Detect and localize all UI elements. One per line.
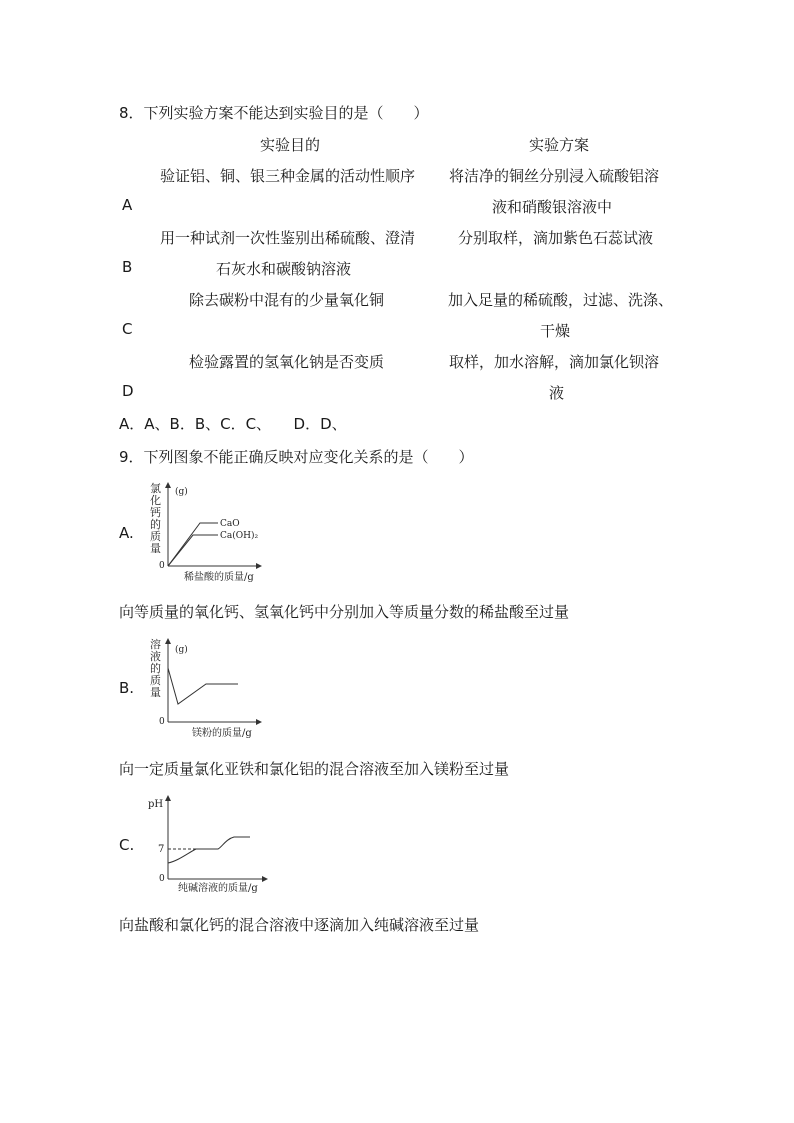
graph-b-svg — [148, 636, 268, 741]
graph-c — [148, 793, 278, 898]
q8-row-d-plan-2: 液 — [549, 384, 565, 402]
graph-a-ylabel-3: 钙 — [150, 506, 161, 519]
graph-a-ylabel-5: 质 — [150, 530, 161, 543]
graph-c-x-arrow — [262, 876, 268, 882]
graph-b-yunit: (g) — [175, 645, 188, 655]
graph-a-ylabel — [150, 481, 161, 555]
q8-row-b-plan-1: 分别取样，滴加紫色石蕊试液 — [458, 229, 654, 247]
graph-c-tick-7: 7 — [158, 844, 165, 855]
graph-a-ylabel-1: 氯 — [150, 482, 161, 495]
q8-row-c-label: C — [122, 320, 133, 338]
graph-a-series-cao: CaO — [220, 519, 240, 529]
graph-c-ylabel: pH — [148, 799, 164, 810]
graph-a-series-caoh2: Ca(OH)₂ — [220, 531, 259, 541]
q8-row-c-purpose-1: 除去碳粉中混有的少量氧化铜 — [189, 291, 385, 309]
graph-a-y-arrow — [165, 482, 171, 488]
graph-c-origin: 0 — [159, 874, 165, 884]
graph-a-xlabel: 稀盐酸的质量/g — [184, 572, 254, 583]
q8-row-b-purpose-1: 用一种试剂一次性鉴别出稀硫酸、澄清 — [160, 229, 416, 247]
graph-c-svg — [148, 793, 278, 898]
graph-a-svg — [148, 480, 268, 585]
graph-a-yunit: (g) — [175, 487, 188, 497]
graph-a-ylabel-6: 量 — [150, 542, 161, 555]
q8-row-d-plan-1: 取样，加水溶解，滴加氯化钡溶 — [449, 353, 660, 371]
q9-c-caption: 向盐酸和氯化钙的混合溶液中逐滴加入纯碱溶液至过量 — [119, 916, 480, 934]
q8-row-c-plan-2: 干燥 — [540, 322, 571, 340]
graph-b-ylabel-3: 的 — [150, 662, 161, 675]
q9-option-a-label: A. — [119, 524, 134, 542]
graph-b-ylabel — [150, 637, 161, 699]
graph-b-origin: 0 — [159, 717, 165, 727]
q8-options: A．A、B．B、C．C、 D．D、 — [119, 415, 347, 433]
graph-b-line — [168, 668, 238, 704]
q9-b-caption: 向一定质量氯化亚铁和氯化铝的混合溶液至加入镁粉至过量 — [119, 760, 510, 778]
graph-b-xlabel: 镁粉的质量/g — [192, 728, 252, 739]
q8-row-b-label: B — [122, 258, 133, 276]
q8-row-a-plan-1: 将洁净的铜丝分别浸入硫酸铝溶 — [449, 167, 660, 185]
q8-row-b-purpose-2: 石灰水和碳酸钠溶液 — [216, 260, 352, 278]
graph-b-ylabel-1: 溶 — [150, 638, 161, 651]
graph-a-ylabel-4: 的 — [150, 518, 161, 531]
q8-row-c-plan-1: 加入足量的稀硫酸，过滤、洗涤、 — [448, 291, 674, 309]
graph-a — [148, 480, 268, 585]
graph-b-y-arrow — [165, 638, 171, 644]
q9-option-b-label: B. — [119, 679, 135, 697]
q8-header-purpose: 实验目的 — [260, 136, 321, 154]
graph-a-line-caoh2 — [168, 535, 218, 566]
graph-b-ylabel-4: 质 — [150, 674, 161, 687]
graph-b — [148, 636, 268, 741]
graph-b-ylabel-2: 液 — [150, 650, 161, 663]
graph-a-ylabel-2: 化 — [150, 494, 161, 507]
q8-stem: 8．下列实验方案不能达到实验目的是（ ） — [119, 104, 429, 122]
graph-c-line — [168, 837, 250, 863]
graph-c-xlabel: 纯碱溶液的质量/g — [178, 883, 258, 894]
graph-a-origin: 0 — [159, 561, 165, 571]
graph-b-x-arrow — [256, 719, 262, 725]
graph-a-line-cao — [168, 523, 218, 566]
q8-row-a-purpose-1: 验证铝、铜、银三种金属的活动性顺序 — [160, 167, 416, 185]
q9-stem: 9．下列图象不能正确反映对应变化关系的是（ ） — [119, 448, 474, 466]
q8-row-a-label: A — [122, 196, 133, 214]
q8-row-d-purpose-1: 检验露置的氢氧化钠是否变质 — [189, 353, 385, 371]
q8-row-d-label: D — [122, 382, 134, 400]
q9-a-caption: 向等质量的氧化钙、氢氧化钙中分别加入等质量分数的稀盐酸至过量 — [119, 603, 570, 621]
graph-b-ylabel-5: 量 — [150, 686, 161, 699]
graph-c-y-arrow — [165, 795, 171, 801]
q8-row-a-plan-2: 液和硝酸银溶液中 — [492, 198, 613, 216]
q9-option-c-label: C. — [119, 836, 135, 854]
q8-header-plan: 实验方案 — [529, 136, 590, 154]
graph-a-x-arrow — [256, 563, 262, 569]
